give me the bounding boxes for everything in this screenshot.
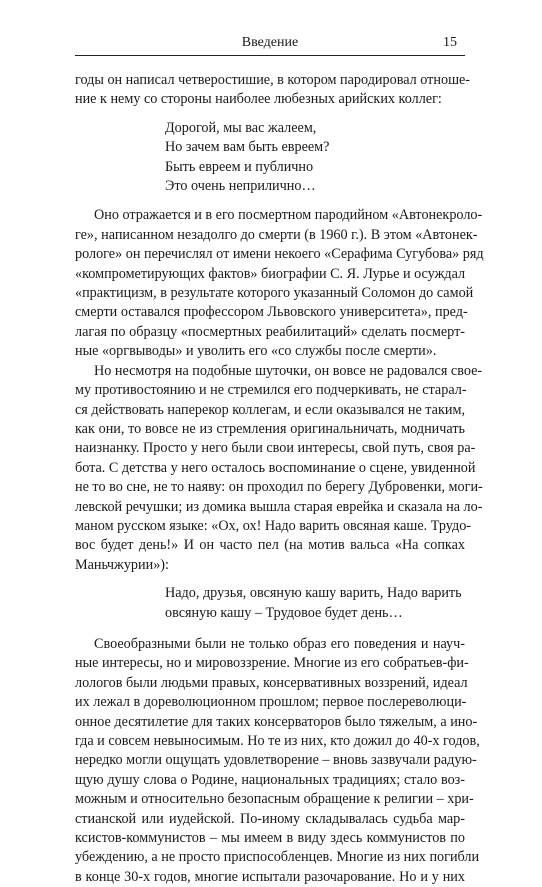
text-line: рологе» он перечислял от имени некоего «Серафима Сугубова» ряд bbox=[75, 246, 484, 263]
verse-line: Трудовое будет день… bbox=[265, 604, 403, 621]
text-line: годы он написал четверостишие, в котором пародировал отноше- bbox=[75, 72, 471, 88]
text-line: ге», написанном незадолго до смерти (в 1960 г.). В этом «Автонек- bbox=[75, 226, 478, 243]
verse-1 bbox=[165, 119, 465, 197]
text-line: Своеобразными были не только образ его поведения и науч- bbox=[94, 635, 465, 652]
verse-line: Надо варить овсяную кашу – bbox=[165, 585, 462, 621]
text-line: ные «оргвыводы» и уволить его «со службы после смерти». bbox=[75, 343, 437, 360]
text-line: ние к нему со стороны наиболее любезных арийских коллег: bbox=[75, 91, 442, 108]
text-line: ные интересы, но и мировоззрение. Многие из его собратьев-фи- bbox=[75, 655, 469, 672]
text-line: нередко могли ощущать удовлетворение – вновь зазвучали радую- bbox=[75, 752, 477, 769]
text-line: гда и совсем невыносимым. Но те из них, кто дожил до 40-х годов, bbox=[75, 733, 480, 749]
verse-line: Это очень неприлично… bbox=[165, 178, 316, 195]
book-page bbox=[75, 0, 484, 885]
text-line: маном русском языке: «Ох, ох! Надо варить овсяная каше. Трудо- bbox=[75, 517, 472, 534]
text-line: как они, то вовсе не из стремления оригинальничать, модничать bbox=[75, 420, 465, 437]
paragraph-1 bbox=[75, 71, 471, 110]
verse-line: Быть евреем и публично bbox=[165, 158, 314, 175]
text-line: левской речушки; из домика вышла старая еврейка и сказала на ло- bbox=[75, 498, 483, 515]
verse-line: Дорогой, мы вас жалеем, bbox=[165, 119, 317, 136]
text-line: можным и относительно безопасным обращение к религии – хри- bbox=[75, 791, 474, 808]
chapter-title: Введение bbox=[241, 35, 299, 50]
verse-2 bbox=[165, 584, 465, 623]
text-line: ксистов-коммунистов – мы имеем в виду здесь коммунистов по bbox=[75, 830, 465, 847]
text-line: му противостоянию и не стремился его подчеркивать, не старал- bbox=[75, 382, 467, 399]
text-line: лологов были людьми правых, консервативных воззрений, идеал bbox=[75, 674, 468, 691]
text-line: «практицизм, в результате которого указанный Соломон до самой bbox=[75, 285, 474, 302]
text-line: смерти оставался профессором Львовского университета», пред- bbox=[75, 304, 468, 321]
text-line: онное десятилетие для таких консерваторов было тяжелым, а ино- bbox=[75, 713, 478, 730]
text-line: лагая по образцу «посмертных реабилитаций» сделать посмерт- bbox=[75, 323, 465, 340]
text-line: стианской или иудейской. По-иному складывалась судьба мар- bbox=[75, 810, 465, 827]
text-line: бота. С детства у него осталось воспоминание о сцене, увиденной bbox=[75, 459, 476, 476]
text-line: щую душу слова о Родине, национальных традициях; стало воз- bbox=[75, 771, 465, 788]
page-number: 15 bbox=[443, 35, 457, 50]
paragraph-2 bbox=[75, 206, 484, 361]
paragraph-3 bbox=[75, 362, 483, 575]
paragraph-4 bbox=[75, 635, 480, 887]
text-line: в конце 30-х годов, многие испытали разочарование. Но и у них bbox=[75, 868, 465, 885]
body-text bbox=[75, 71, 484, 887]
verse-line: Но зачем вам быть евреем? bbox=[165, 139, 330, 156]
text-line: «компрометирующих фактов» биографии С. Я. Лурье и осуждал bbox=[75, 265, 466, 282]
text-line: наизнанку. Просто у него были свои интересы, свой путь, своя ра- bbox=[75, 440, 476, 457]
text-line: их лежал в дореволюционном прошлом; первое послереволюци- bbox=[75, 694, 467, 711]
text-line: убеждению, а не просто приспособленцев. Многие из них погибли bbox=[75, 849, 480, 866]
text-line: Маньчжурии»): bbox=[75, 556, 169, 573]
running-header bbox=[75, 33, 465, 56]
verse-line: Надо, друзья, овсяную кашу варить, bbox=[165, 585, 384, 602]
text-line: вос будет день!» И он часто пел (на мотив вальса «На сопках bbox=[75, 537, 465, 554]
text-line: Но несмотря на подобные шуточки, он вовсе не радовался свое- bbox=[94, 362, 483, 379]
text-line: ся действовать наперекор коллегам, и если оказывался не таким, bbox=[75, 401, 465, 418]
text-line: Оно отражается и в его посмертном пародийном «Автонекроло- bbox=[94, 207, 483, 224]
text-line: не то во сне, не то наяву: он проходил по берегу Дубровенки, моги- bbox=[75, 479, 483, 496]
